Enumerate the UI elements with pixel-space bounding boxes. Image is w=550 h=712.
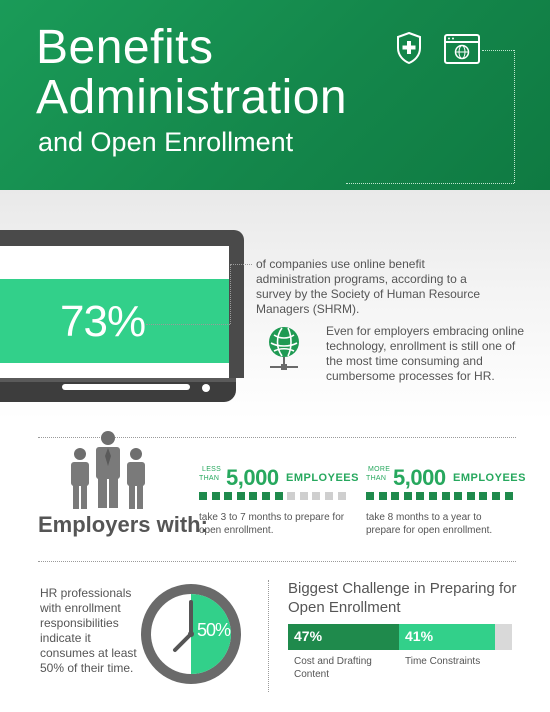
month-square	[379, 492, 387, 500]
month-square	[404, 492, 412, 500]
month-square	[416, 492, 424, 500]
more-than-number: 5,000	[393, 465, 446, 490]
challenge-bar-remainder	[495, 624, 512, 650]
less-than-months-squares	[199, 492, 349, 502]
month-square	[454, 492, 462, 500]
month-square	[199, 492, 207, 500]
hr-time-description: HR professionals with enrollment responsibilities indicate it consumes at least 50% of their time.	[40, 586, 137, 675]
month-square	[492, 492, 500, 500]
stat-connector	[146, 324, 230, 325]
month-square	[325, 492, 333, 500]
less-than-number: 5,000	[226, 465, 279, 490]
month-square	[312, 492, 320, 500]
header-connector	[482, 50, 514, 51]
month-square	[467, 492, 475, 500]
month-square	[391, 492, 399, 500]
challenge-bar-label-1: Cost and Drafting Content	[294, 656, 372, 680]
more-than-qualifier-bottom: THAN	[366, 475, 387, 482]
month-square	[275, 492, 283, 500]
stat-73-description: of companies use online benefit administration programs, according to a survey by the Society of Human Resource Managers (SHRM).	[256, 257, 481, 316]
network-globe-icon	[266, 326, 302, 374]
employees-group-icon	[70, 428, 150, 512]
month-square	[262, 492, 270, 500]
stat-73-percent: 73%	[60, 297, 146, 346]
stat-connector-top	[230, 264, 252, 265]
more-than-months-squares	[366, 492, 516, 502]
section-divider-vertical	[268, 580, 269, 692]
section-divider-2	[38, 561, 516, 562]
header-connector-bottom	[346, 183, 514, 184]
more-than-unit: EMPLOYEES	[453, 472, 526, 484]
month-square	[338, 492, 346, 500]
challenge-bar-percent-2: 41%	[405, 628, 434, 644]
month-square	[287, 492, 295, 500]
month-square	[224, 492, 232, 500]
month-square	[442, 492, 450, 500]
more-than-description: take 8 months to a year to prepare for open enrollment.	[366, 512, 493, 536]
medical-cross-shield-icon	[396, 32, 422, 64]
challenge-bar-label-2: Time Constraints	[405, 656, 481, 667]
less-than-qualifier-top: LESS	[202, 466, 222, 473]
browser-globe-icon	[444, 34, 480, 64]
month-square	[237, 492, 245, 500]
employers-with-label: Employers with:	[38, 512, 208, 537]
month-square	[212, 492, 220, 500]
more-than-qualifier-top: MORE	[368, 466, 391, 473]
month-square	[479, 492, 487, 500]
laptop-base-edge	[0, 378, 236, 382]
less-than-qualifier-bottom: THAN	[199, 475, 220, 482]
laptop-trackpad-slot	[62, 384, 190, 390]
network-description: Even for employers embracing online technology, enrollment is still one of the most time consuming and cumbersome processes for HR.	[326, 324, 525, 383]
challenge-title: Biggest Challenge in Preparing for Open Enrollment	[288, 580, 517, 616]
month-square	[429, 492, 437, 500]
month-square	[300, 492, 308, 500]
header-connector-vertical	[514, 50, 515, 183]
less-than-unit: EMPLOYEES	[286, 472, 359, 484]
month-square	[505, 492, 513, 500]
less-than-description: take 3 to 7 months to prepare for open enrollment.	[199, 512, 345, 536]
month-square	[249, 492, 257, 500]
stat-connector-vertical	[230, 264, 231, 324]
month-square	[366, 492, 374, 500]
title-line-1: Benefits	[36, 21, 214, 74]
title-line-3: and Open Enrollment	[38, 127, 294, 157]
title-line-2: Administration	[36, 71, 348, 124]
clock-percent: 50%	[197, 620, 231, 640]
laptop-power-dot	[202, 384, 210, 392]
challenge-bar-percent-1: 47%	[294, 628, 323, 644]
